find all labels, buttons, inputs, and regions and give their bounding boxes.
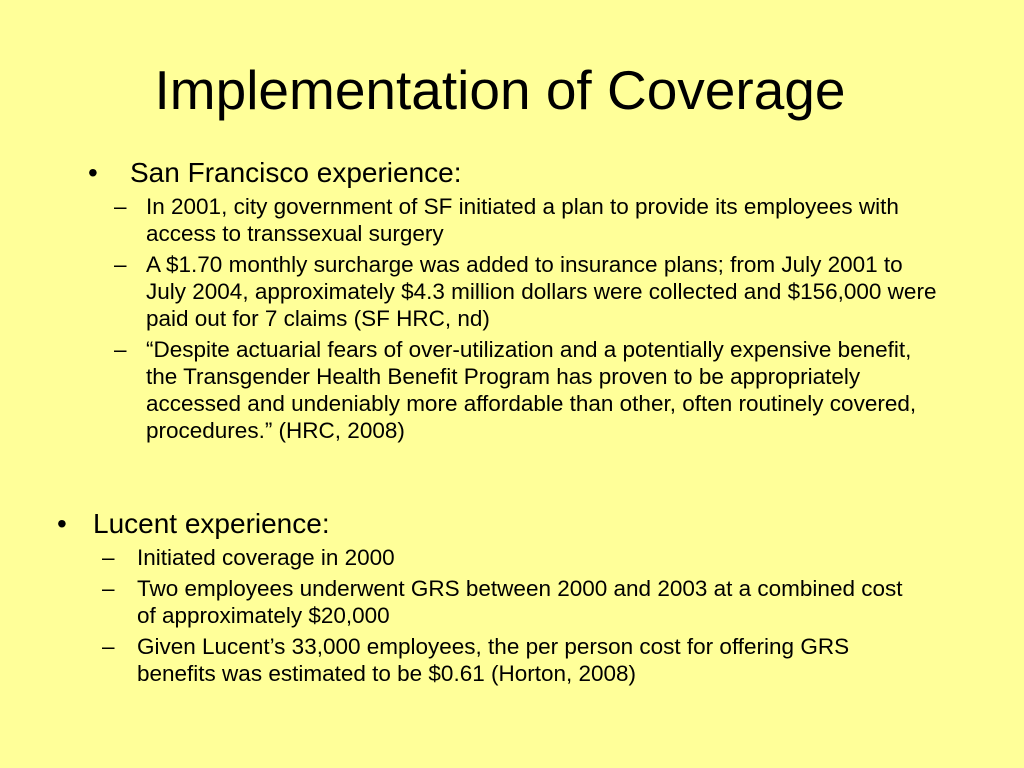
sub-bullet-text: Two employees underwent GRS between 2000 and 2003 at a combined cost of approximately $20,000 (137, 576, 903, 628)
sub-bullet-list (102, 544, 957, 687)
bullet-icon: • (57, 508, 67, 539)
dash-icon: – (102, 576, 115, 601)
section-san-francisco (88, 156, 968, 448)
bullet-row (88, 156, 968, 190)
sub-bullet-item (102, 633, 957, 687)
section-heading: San Francisco experience: (130, 157, 462, 188)
section-lucent (57, 507, 957, 691)
dash-icon: – (114, 337, 127, 362)
sub-bullet-text: Given Lucent’s 33,000 employees, the per person cost for offering GRS benefits was estimated to be $0.61 (Horton, 2008) (137, 634, 850, 686)
bullet-row (57, 507, 957, 541)
section-heading: Lucent experience: (93, 508, 330, 539)
sub-bullet-text: Initiated coverage in 2000 (137, 545, 395, 570)
sub-bullet-item (114, 193, 968, 247)
sub-bullet-text: A $1.70 monthly surcharge was added to insurance plans; from July 2001 to July 2004, approximately $4.3 million dollars were collected and $156,000 were paid out for 7 claims (SF HRC, nd) (146, 252, 937, 331)
slide-title: Implementation of Coverage (154, 59, 846, 121)
sub-bullet-item (114, 251, 968, 332)
sub-bullet-item (102, 575, 957, 629)
dash-icon: – (114, 252, 127, 277)
dash-icon: – (114, 194, 127, 219)
dash-icon: – (102, 634, 115, 659)
sub-bullet-list (114, 193, 968, 444)
sub-bullet-text: In 2001, city government of SF initiated a plan to provide its employees with access to transsexual surgery (146, 194, 899, 246)
sub-bullet-text: “Despite actuarial fears of over-utilization and a potentially expensive benefit, the Transgender Health Benefit Program has proven to be appropriately accessed and undeniably more affordable than other, often routinely covered, procedures.” (HRC, 2008) (146, 337, 917, 443)
sub-bullet-item (114, 336, 968, 444)
sub-bullet-item (102, 544, 957, 571)
dash-icon: – (102, 545, 115, 570)
bullet-icon: • (88, 157, 98, 188)
